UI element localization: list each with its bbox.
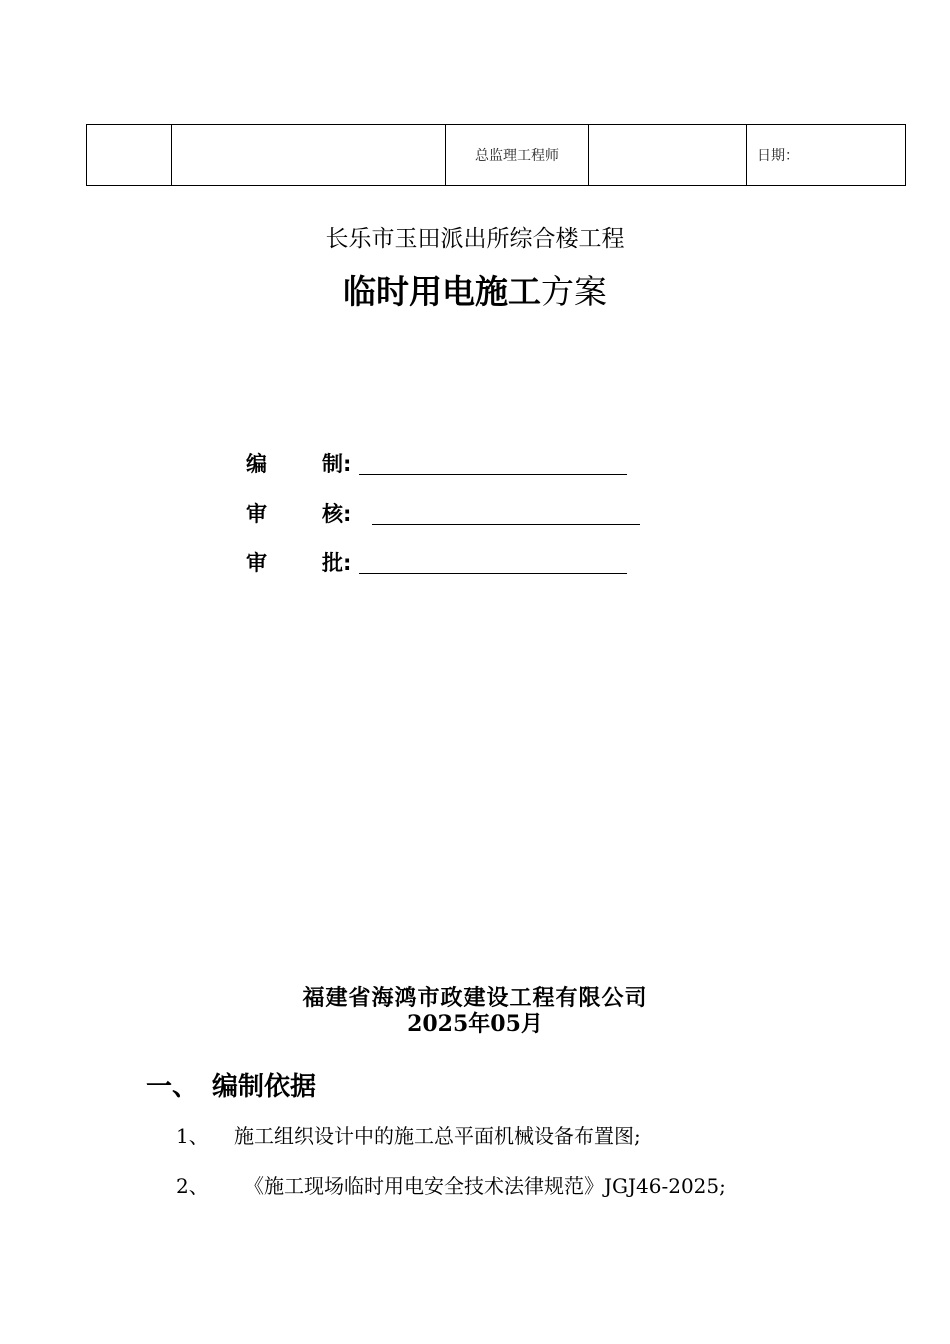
signature-line <box>359 573 627 574</box>
document-date: 2025年05月 <box>407 1011 543 1037</box>
signature-label-char: 审 <box>246 551 267 575</box>
title-bold-part: 临时用电施工 <box>343 272 541 311</box>
list-item-number: 2、 <box>176 1174 209 1198</box>
section-title: 编制依据 <box>212 1072 317 1102</box>
date-label: 日期： <box>747 125 906 186</box>
list-item-text: 《施工现场临时用电安全技术法律规范》JGJ46-2025; <box>244 1174 726 1198</box>
signature-label-char: 审 <box>246 502 267 526</box>
table-row <box>87 125 906 186</box>
table-cell <box>172 125 446 186</box>
title-light-part: 方案 <box>541 272 607 311</box>
table-cell <box>589 125 747 186</box>
list-item-number: 1、 <box>176 1124 209 1148</box>
document-title <box>0 266 950 313</box>
list-item-text: 施工组织设计中的施工总平面机械设备布置图; <box>234 1124 641 1148</box>
company-name: 福建省海鸿市政建设工程有限公司 <box>302 985 648 1011</box>
signature-label-char: 核: <box>322 502 352 526</box>
signature-line <box>359 474 627 475</box>
signoff-table <box>86 124 906 186</box>
section-heading <box>146 1066 316 1103</box>
signature-line <box>372 524 640 525</box>
project-name: 长乐市玉田派出所综合楼工程 <box>325 226 625 252</box>
table-cell <box>87 125 172 186</box>
chief-supervisor-label: 总监理工程师 <box>446 125 589 186</box>
list-item <box>176 1120 641 1149</box>
signature-label-char: 编 <box>246 452 267 476</box>
signature-label-char: 批: <box>322 551 352 575</box>
list-item <box>176 1170 726 1199</box>
section-number: 一、 <box>146 1072 199 1102</box>
signature-label-char: 制: <box>322 452 352 476</box>
